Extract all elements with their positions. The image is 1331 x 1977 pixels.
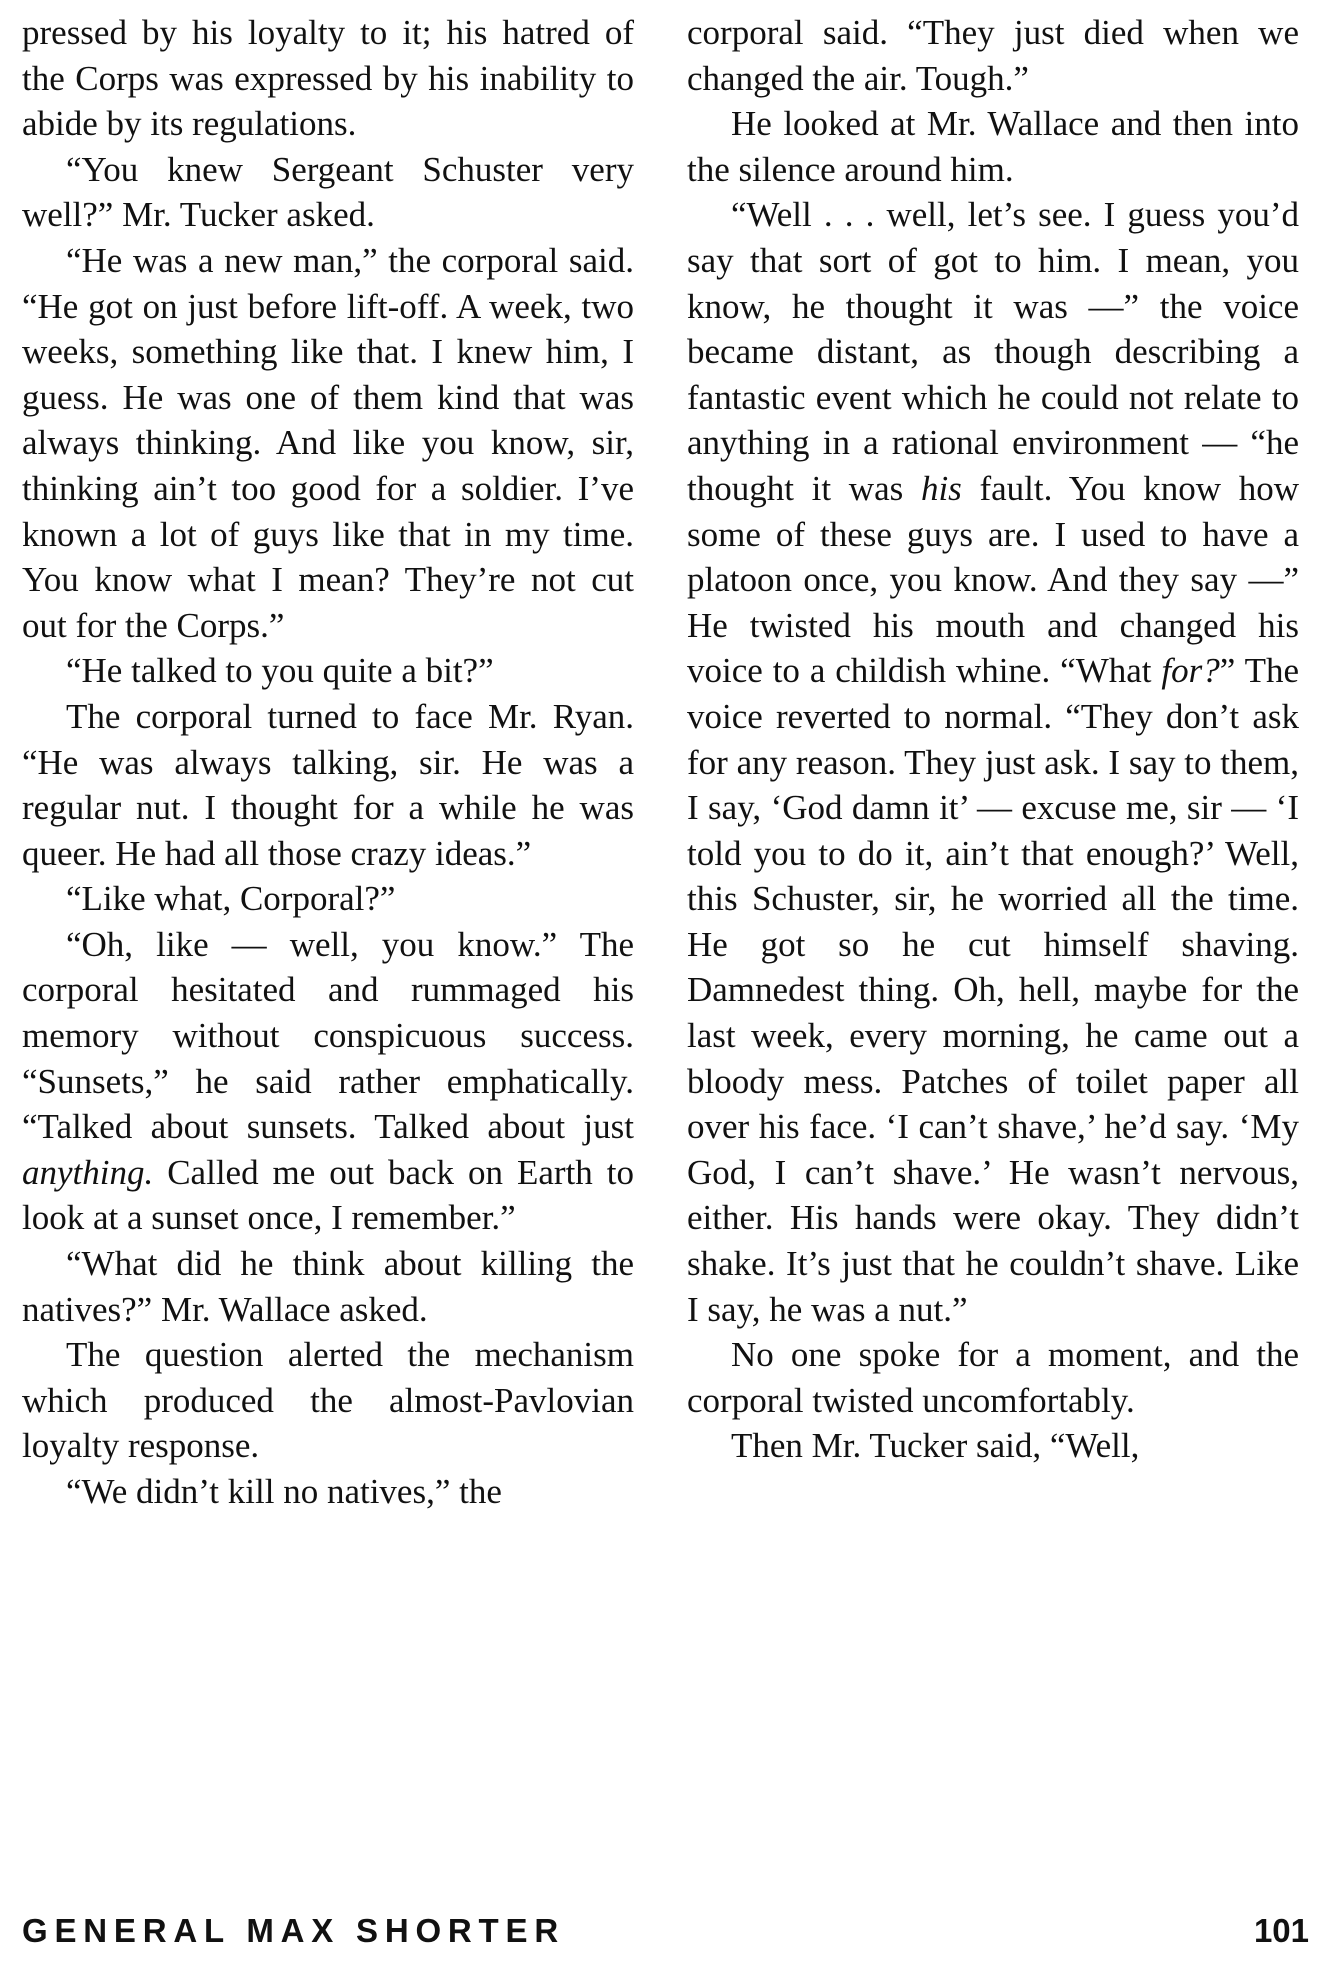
- paragraph: [22, 922, 634, 1241]
- paragraph: Then Mr. Tucker said, “Well,: [731, 1426, 1140, 1466]
- emphasis: his: [920, 468, 962, 508]
- paragraph: “He was a new man,” the corporal said. “He got on just before lift-off. A week, two weeks, something like that. I knew him, I guess. He was one of them kind that was always thinking. And like you know, sir, thinking ain’t too good for a soldier. I’ve known a lot of guys like that in my time. You know what I mean? They’re not cut out for the Corps.”: [22, 240, 634, 645]
- paragraph: [687, 192, 1299, 1332]
- paragraph: “What did he think about killing the natives?” Mr. Wallace asked.: [22, 1244, 634, 1329]
- page-number: 101: [1253, 1912, 1309, 1949]
- emphasis: anything.: [22, 1152, 154, 1192]
- right-column: [687, 10, 1299, 1469]
- paragraph-text: fault. You know how some of these guys are. I used to have a platoon once, you know. And they say —” He twisted his mouth and changed his voice to a childish whine. “What: [687, 468, 1300, 691]
- paragraph: No one spoke for a moment, and the corporal twisted uncomfortably.: [687, 1335, 1299, 1420]
- paragraph: corporal said. “They just died when we changed the air. Tough.”: [687, 13, 1299, 98]
- paragraph: “Like what, Corporal?”: [66, 879, 396, 919]
- left-column: [22, 10, 634, 1515]
- paragraph-text: “Oh, like — well, you know.” The corporal hesitated and rummaged his memory without conspicuous success. “Sunsets,” he said rather emphatically. “Talked about sunsets. Talked about just: [22, 924, 634, 1147]
- running-title: GENERAL MAX SHORTER: [22, 1912, 565, 1949]
- emphasis: for?: [1161, 651, 1220, 691]
- paragraph-text: Called me out back on Earth to look at a sunset once, I remember.”: [22, 1152, 634, 1238]
- paragraph: “He talked to you quite a bit?”: [66, 651, 494, 691]
- paragraph-text: “Well . . . well, let’s see. I guess you’d say that sort of got to him. I mean, you know, he thought it was —” the voice became distant, as though describing a fantastic event which he could not relate to anything in a rational environment — “he thought it was: [687, 195, 1299, 508]
- paragraph: “We didn’t kill no natives,” the: [66, 1472, 502, 1511]
- paragraph: “You knew Sergeant Schuster very well?” Mr. Tucker asked.: [22, 149, 634, 235]
- paragraph: The question alerted the mechanism which produced the almost-Pavlovian loyalty response.: [22, 1335, 634, 1466]
- paragraph: pressed by his loyalty to it; his hatred of the Corps was expressed by his inability to abide by its regulations.: [22, 13, 634, 144]
- paragraph-text: ” The voice reverted to normal. “They don’t ask for any reason. They just ask. I say to them, I say, ‘God damn it’ — excuse me, sir — ‘I told you to do it, ain’t that enough?’ Well, this Schuster, sir, he worried all the time. He got so he cut himself shaving. Damnedest thing. Oh, hell, maybe for the last week, every morning, he came out a bloody mess. Patches of toilet paper all over his face. ‘I can’t shave,’ he’d say. ‘My God, I can’t shave.’ He wasn’t nervous, either. His hands were okay. They didn’t shake. It’s just that he couldn’t shave. Like I say, he was a nut.”: [687, 651, 1299, 1329]
- paragraph: He looked at Mr. Wallace and then into the silence around him.: [687, 104, 1299, 189]
- paragraph: The corporal turned to face Mr. Ryan. “He was always talking, sir. He was a regular nut. I thought for a while he was queer. He had all those crazy ideas.”: [22, 696, 634, 873]
